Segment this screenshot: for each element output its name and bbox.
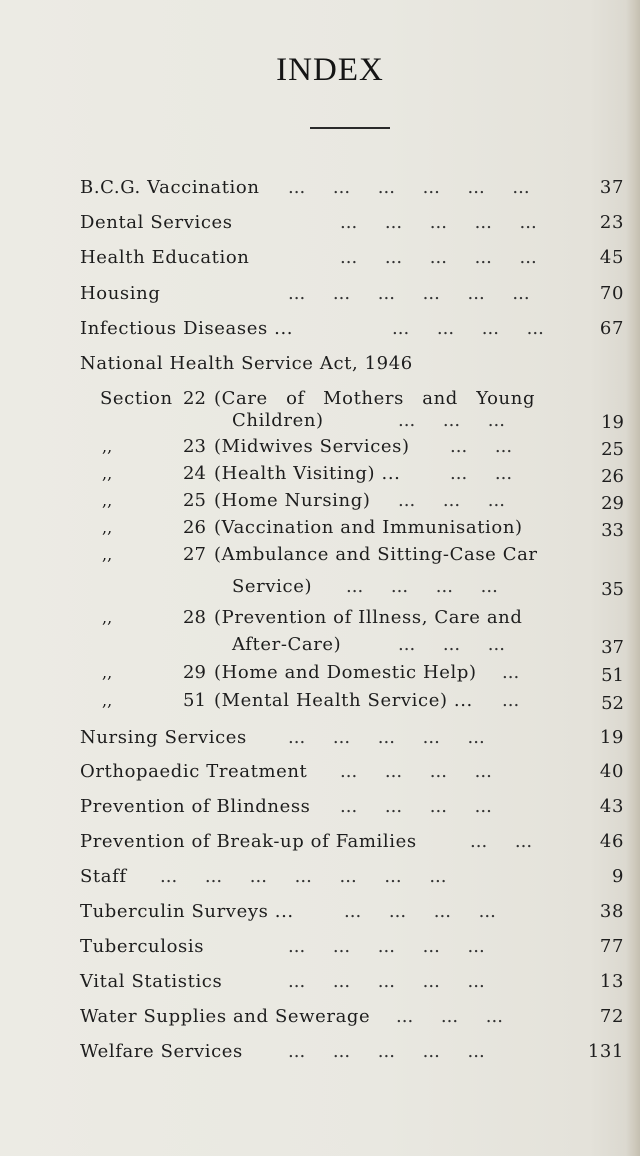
entry-label: Tuberculin Surveys ...	[80, 901, 294, 922]
entry-label: Water Supplies and Sewerage	[80, 1006, 371, 1027]
leader-dots: ...	[502, 690, 520, 711]
entry-page: 29	[601, 493, 624, 514]
index-entry	[80, 210, 624, 236]
section-title-cont: Children)	[232, 410, 324, 431]
leader-dots: ... ... ... ... ... ...	[288, 177, 530, 198]
leader-dots: ...	[502, 662, 520, 683]
leader-dots: ... ...	[470, 831, 533, 852]
entry-page: 23	[599, 212, 624, 233]
index-entry	[80, 969, 624, 995]
section-title: (Home and Domestic Help)	[214, 662, 477, 683]
entry-label: Prevention of Break-up of Families	[80, 831, 417, 852]
entry-label: B.C.G. Vaccination	[80, 177, 260, 198]
ditto-mark: ,,	[102, 691, 113, 710]
leader-dots: ... ... ...	[396, 1006, 503, 1027]
entry-label: Health Education	[80, 247, 250, 268]
leader-dots: ... ... ... ...	[392, 318, 544, 339]
entry-page: 37	[601, 637, 624, 658]
entry-label: Orthopaedic Treatment	[80, 761, 308, 782]
entry-label: Infectious Diseases ...	[80, 318, 294, 339]
entry-page: 43	[599, 796, 624, 817]
entry-page: 46	[599, 831, 624, 852]
leader-dots: ... ...	[450, 436, 513, 457]
section-title: (Mental Health Service) ...	[214, 690, 473, 711]
index-entry	[80, 245, 624, 271]
section-title-cont: Service)	[232, 576, 313, 597]
leader-dots: ... ... ...	[398, 490, 505, 511]
leader-dots: ... ... ... ... ...	[288, 971, 485, 992]
entry-page: 52	[601, 693, 624, 714]
entry-label: Welfare Services	[80, 1041, 243, 1062]
ditto-mark: ,,	[102, 545, 113, 564]
leader-dots: ... ... ... ...	[340, 761, 492, 782]
ditto-mark: ,,	[102, 608, 113, 627]
section-number: 28	[183, 607, 206, 628]
section-title-cont: After-Care)	[232, 634, 342, 655]
leader-dots: ... ... ... ...	[346, 576, 498, 597]
section-number: 24	[183, 463, 206, 484]
leader-dots: ... ... ... ... ...	[288, 936, 485, 957]
index-entry	[80, 351, 624, 377]
index-entry	[80, 175, 624, 201]
entry-page: 35	[601, 579, 624, 600]
index-entry	[80, 1004, 624, 1030]
section-title: (Midwives Services)	[214, 436, 410, 457]
entry-page: 19	[599, 727, 624, 748]
index-entry	[80, 934, 624, 960]
section-title: (Home Nursing)	[214, 490, 371, 511]
entry-page: 25	[601, 439, 624, 460]
section-number: 27	[183, 544, 206, 565]
page-title: INDEX	[276, 52, 384, 88]
section-number: 23	[183, 436, 206, 457]
ditto-mark: ,,	[102, 491, 113, 510]
entry-label: National Health Service Act, 1946	[80, 353, 413, 374]
index-entry	[80, 794, 624, 820]
section-number: 25	[183, 490, 206, 511]
index-entry	[80, 281, 624, 307]
page-edge-shadow	[626, 0, 640, 1156]
leader-dots: ... ... ... ...	[344, 901, 496, 922]
entry-label: Dental Services	[80, 212, 233, 233]
entry-label: Staff	[80, 866, 127, 887]
leader-dots: ... ...	[450, 463, 513, 484]
section-title: (Ambulance and Sitting-Case Car	[214, 544, 538, 565]
entry-page: 72	[599, 1006, 624, 1027]
section-number: 22	[183, 388, 206, 409]
entry-page: 67	[599, 318, 624, 339]
ditto-mark: ,,	[102, 464, 113, 483]
leader-dots: ... ... ... ... ...	[340, 247, 537, 268]
index-entry	[80, 759, 624, 785]
ditto-mark: ,,	[102, 518, 113, 537]
entry-label: Vital Statistics	[80, 971, 223, 992]
section-title: (Health Visiting) ...	[214, 463, 401, 484]
index-entry	[80, 316, 624, 342]
leader-dots: ... ... ... ...	[340, 796, 492, 817]
entry-page: 38	[599, 901, 624, 922]
entry-page: 19	[601, 412, 624, 433]
leader-dots: ... ... ... ... ...	[340, 212, 537, 233]
section-title: (Care of Mothers and Young	[214, 388, 536, 409]
leader-dots: ... ... ...	[398, 410, 505, 431]
entry-page: 51	[601, 665, 624, 686]
entry-page: 33	[601, 520, 624, 541]
entry-page: 26	[601, 466, 624, 487]
section-title: (Prevention of Illness, Care and	[214, 607, 523, 628]
leader-dots: ... ... ... ... ...	[288, 727, 485, 748]
entry-label: Prevention of Blindness	[80, 796, 311, 817]
entry-label: Tuberculosis	[80, 936, 205, 957]
index-entry	[80, 899, 624, 925]
title-rule	[310, 127, 390, 129]
entry-page: 77	[599, 936, 624, 957]
ditto-mark: ,,	[102, 437, 113, 456]
index-entry	[80, 725, 624, 751]
section-number: 26	[183, 517, 206, 538]
entry-page: 45	[599, 247, 624, 268]
index-entry	[80, 1039, 624, 1065]
section-lead: Section	[100, 388, 173, 409]
leader-dots: ... ... ...	[398, 634, 505, 655]
entry-page: 131	[587, 1041, 624, 1062]
entry-page: 37	[599, 177, 624, 198]
leader-dots: ... ... ... ... ... ... ...	[160, 866, 447, 887]
entry-label: Nursing Services	[80, 727, 247, 748]
index-entry	[80, 864, 624, 890]
leader-dots: ... ... ... ... ...	[288, 1041, 485, 1062]
section-number: 51	[183, 690, 206, 711]
entry-page: 9	[611, 866, 624, 887]
entry-page: 40	[599, 761, 624, 782]
section-number: 29	[183, 662, 206, 683]
entry-page: 70	[599, 283, 624, 304]
leader-dots: ... ... ... ... ... ...	[288, 283, 530, 304]
entry-page: 13	[599, 971, 624, 992]
index-entry	[80, 829, 624, 855]
section-title: (Vaccination and Immunisation)	[214, 517, 523, 538]
entry-label: Housing	[80, 283, 161, 304]
ditto-mark: ,,	[102, 663, 113, 682]
